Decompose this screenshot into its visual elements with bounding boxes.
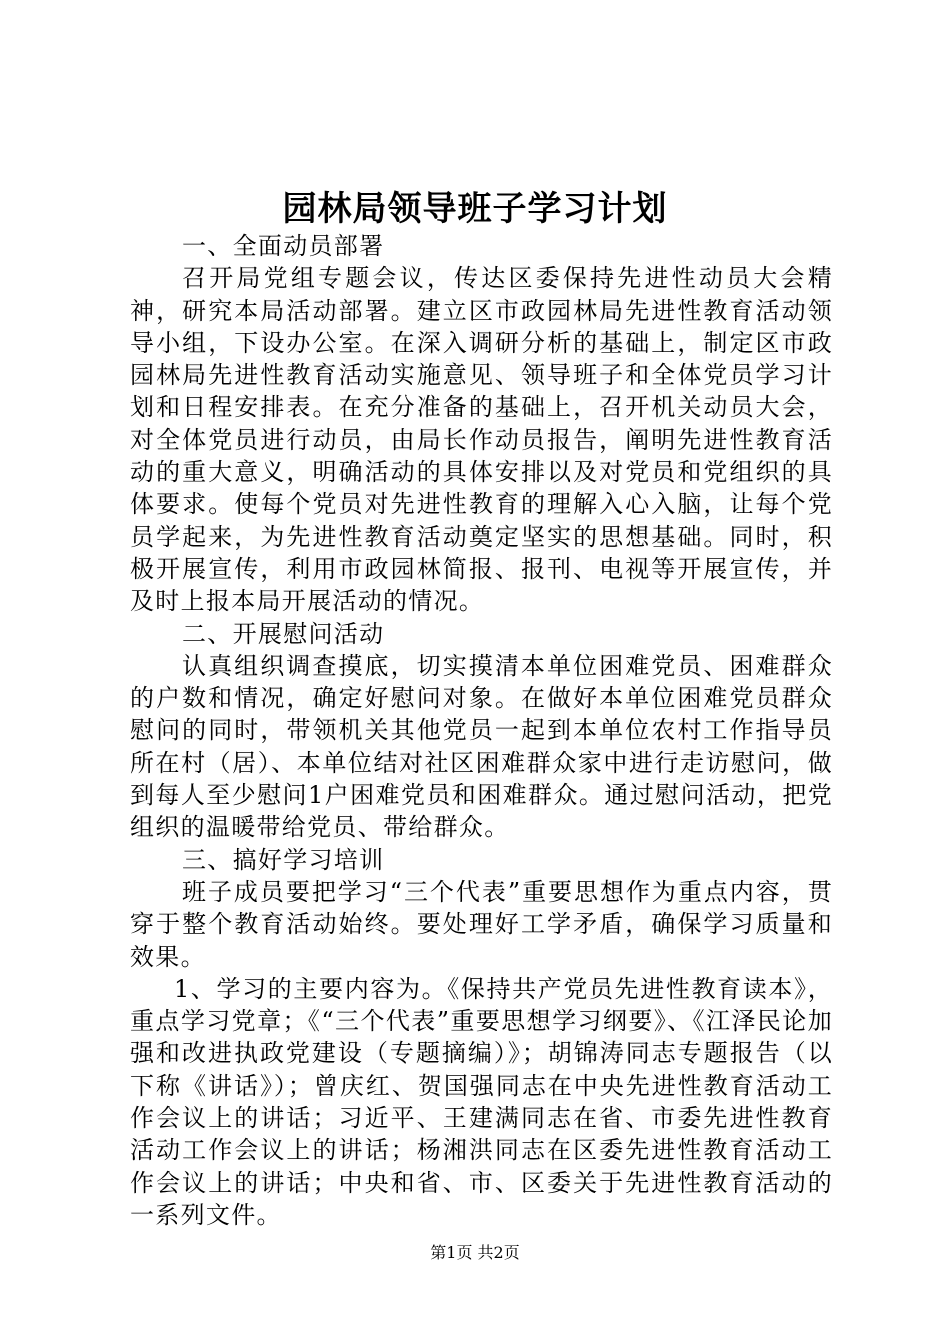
document-body (130, 230, 833, 1231)
section-paragraph-1: 召开局党组专题会议，传达区委保持先进性动员大会精神，研究本局活动部署。建立区市政园林局先进性教育活动领导小组，下设办公室。在深入调研分析的基础上，制定区市政园林局先进性教育活动实施意见、领导班子和全体党员学习计划和日程安排表。在充分准备的基础上，召开机关动员大会，对全体党员进行动员，由局长作动员报告，阐明先进性教育活动的重大意义，明确活动的具体安排以及对党员和党组织的具体要求。使每个党员对先进性教育的理解入心入脑，让每个党员学起来，为先进性教育活动奠定坚实的思想基础。同时，积极开展宣传，利用市政园林简报、报刊、电视等开展宣传，并及时上报本局开展活动的情况。 (130, 264, 833, 616)
section-paragraph-3: 班子成员要把学习“三个代表”重要思想作为重点内容，贯穿于整个教育活动始终。要处理好工学矛盾，确保学习质量和效果。 (130, 877, 833, 971)
section-heading-2: 二、开展慰问活动 (182, 619, 385, 648)
section-heading-3: 三、搞好学习培训 (182, 845, 385, 874)
section-paragraph-2: 认真组织调查摸底，切实摸清本单位困难党员、困难群众的户数和情况，确定好慰问对象。在做好本单位困难党员群众慰问的同时，带领机关其他党员一起到本单位农村工作指导员所在村（居）、本单位结对社区困难群众家中进行走访慰问，做到每人至少慰问1户困难党员和困难群众。通过慰问活动，把党组织的温暖带给党员、带给群众。 (130, 651, 833, 842)
page-number-footer: 第1页 共2页 (430, 1243, 520, 1262)
document-title: 园林局领导班子学习计划 (282, 189, 668, 229)
numbered-paragraph-1: 1、学习的主要内容为。《保持共产党员先进性教育读本》，重点学习党章；《“三个代表”重要思想学习纲要》、《江泽民论加强和改进执政党建设（专题摘编）》；胡锦涛同志专题报告（以下称《讲话》）；曾庆红、贺国强同志在中央先进性教育活动工作会议上的讲话；习近平、王建满同志在省、市委先进性教育活动工作会议上的讲话；杨湘洪同志在区委先进性教育活动工作会议上的讲话；中央和省、市、区委关于先进性教育活动的一系列文件。 (130, 974, 833, 1229)
section-heading-1: 一、全面动员部署 (182, 232, 385, 260)
